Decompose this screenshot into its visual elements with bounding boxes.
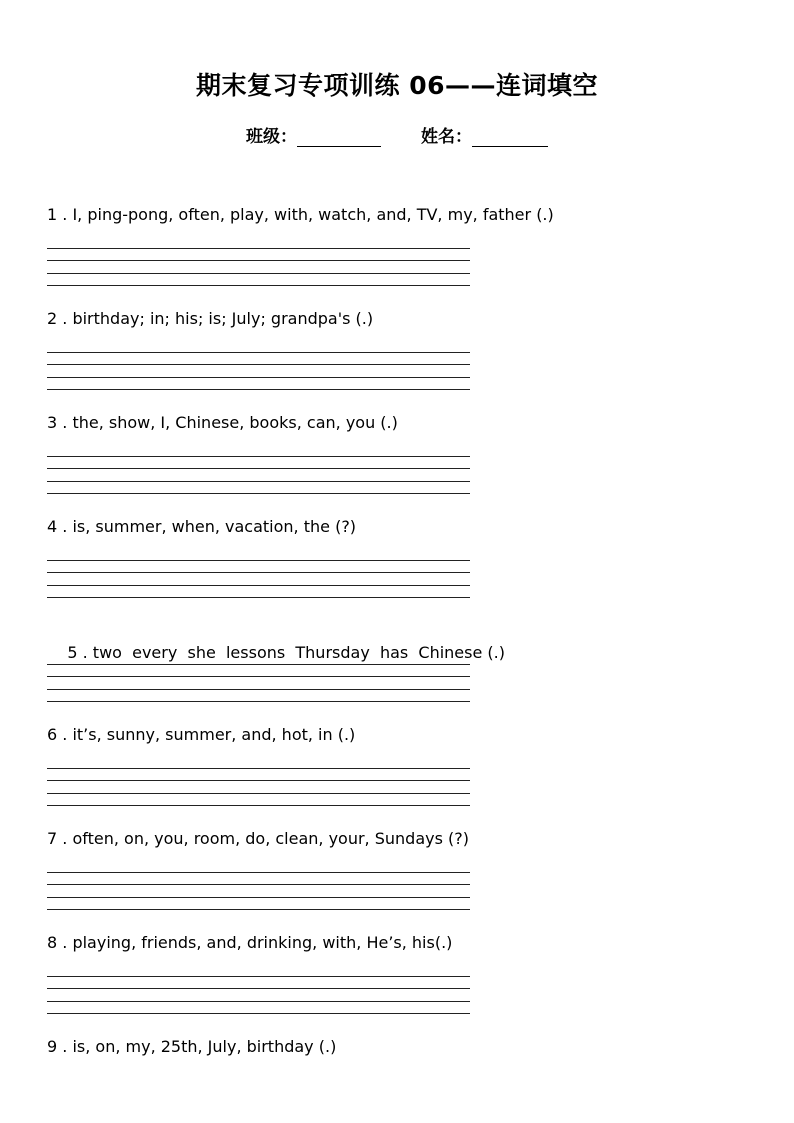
answer-lines[interactable] xyxy=(47,236,470,286)
question-number: 3 . xyxy=(47,413,68,432)
answer-lines[interactable] xyxy=(47,756,470,806)
answer-line[interactable] xyxy=(47,249,470,262)
question-number: 4 . xyxy=(47,517,68,536)
question-text xyxy=(47,932,747,954)
answer-line[interactable] xyxy=(47,274,470,287)
question-2 xyxy=(47,308,747,390)
answer-line[interactable] xyxy=(47,794,470,807)
answer-line[interactable] xyxy=(47,586,470,599)
question-text xyxy=(47,724,747,746)
answer-line[interactable] xyxy=(47,548,470,561)
answer-line[interactable] xyxy=(47,261,470,274)
question-3 xyxy=(47,412,747,494)
question-words: is, on, my, 25th, July, birthday (.) xyxy=(72,1037,337,1056)
answer-line[interactable] xyxy=(47,236,470,249)
answer-line[interactable] xyxy=(47,769,470,782)
question-number: 8 . xyxy=(47,933,68,952)
answer-line[interactable] xyxy=(47,665,470,678)
answer-lines[interactable] xyxy=(47,548,470,598)
answer-line[interactable] xyxy=(47,873,470,886)
question-text xyxy=(47,308,747,330)
answer-line[interactable] xyxy=(47,573,470,586)
question-text xyxy=(47,412,747,434)
answer-line[interactable] xyxy=(47,860,470,873)
question-words: two every she lessons Thursday has Chinese (.) xyxy=(92,643,505,662)
question-text xyxy=(47,828,747,850)
name-blank[interactable] xyxy=(472,129,548,147)
question-number: 7 . xyxy=(47,829,68,848)
answer-line[interactable] xyxy=(47,353,470,366)
answer-line[interactable] xyxy=(47,365,470,378)
question-number: 1 . xyxy=(47,205,68,224)
question-text xyxy=(47,516,747,538)
question-words: birthday; in; his; is; July; grandpa's (.) xyxy=(72,309,374,328)
question-9 xyxy=(47,1036,747,1058)
question-8 xyxy=(47,932,747,1014)
student-info-row xyxy=(0,122,794,147)
class-field xyxy=(246,122,381,147)
answer-lines[interactable] xyxy=(47,340,470,390)
answer-line[interactable] xyxy=(47,781,470,794)
question-words: often, on, you, room, do, clean, your, Sundays (?) xyxy=(72,829,469,848)
question-1 xyxy=(47,204,747,286)
page-title: 期末复习专项训练 06——连词填空 xyxy=(196,71,598,100)
question-7 xyxy=(47,828,747,910)
answer-lines[interactable] xyxy=(47,860,470,910)
answer-line[interactable] xyxy=(47,340,470,353)
question-number: 6 . xyxy=(47,725,68,744)
question-text xyxy=(47,1036,747,1058)
question-5 xyxy=(47,620,747,702)
answer-line[interactable] xyxy=(47,469,470,482)
question-text xyxy=(47,620,747,662)
answer-line[interactable] xyxy=(47,444,470,457)
question-number: 2 . xyxy=(47,309,68,328)
answer-line[interactable] xyxy=(47,989,470,1002)
question-words: playing, friends, and, drinking, with, He’s, his(.) xyxy=(72,933,453,952)
answer-line[interactable] xyxy=(47,964,470,977)
class-label: 班级： xyxy=(246,127,298,147)
question-number: 9 . xyxy=(47,1037,68,1056)
answer-line[interactable] xyxy=(47,885,470,898)
answer-line[interactable] xyxy=(47,898,470,911)
question-words: the, show, I, Chinese, books, can, you (.) xyxy=(72,413,398,432)
class-blank[interactable] xyxy=(297,129,381,147)
name-field xyxy=(421,122,548,147)
answer-line[interactable] xyxy=(47,482,470,495)
question-number: 5 . xyxy=(67,643,88,662)
answer-line[interactable] xyxy=(47,457,470,470)
answer-lines[interactable] xyxy=(47,964,470,1014)
question-text xyxy=(47,204,747,226)
answer-line[interactable] xyxy=(47,561,470,574)
question-words: I, ping-pong, often, play, with, watch, and, TV, my, father (.) xyxy=(72,205,554,224)
question-4 xyxy=(47,516,747,598)
answer-line[interactable] xyxy=(47,378,470,391)
answer-line[interactable] xyxy=(47,977,470,990)
answer-line[interactable] xyxy=(47,690,470,703)
question-words: is, summer, when, vacation, the (?) xyxy=(72,517,357,536)
question-6 xyxy=(47,724,747,806)
answer-line[interactable] xyxy=(47,756,470,769)
question-words: it’s, sunny, summer, and, hot, in (.) xyxy=(72,725,356,744)
name-label: 姓名： xyxy=(420,127,472,147)
answer-lines[interactable] xyxy=(47,444,470,494)
answer-line[interactable] xyxy=(47,1002,470,1015)
answer-line[interactable] xyxy=(47,677,470,690)
